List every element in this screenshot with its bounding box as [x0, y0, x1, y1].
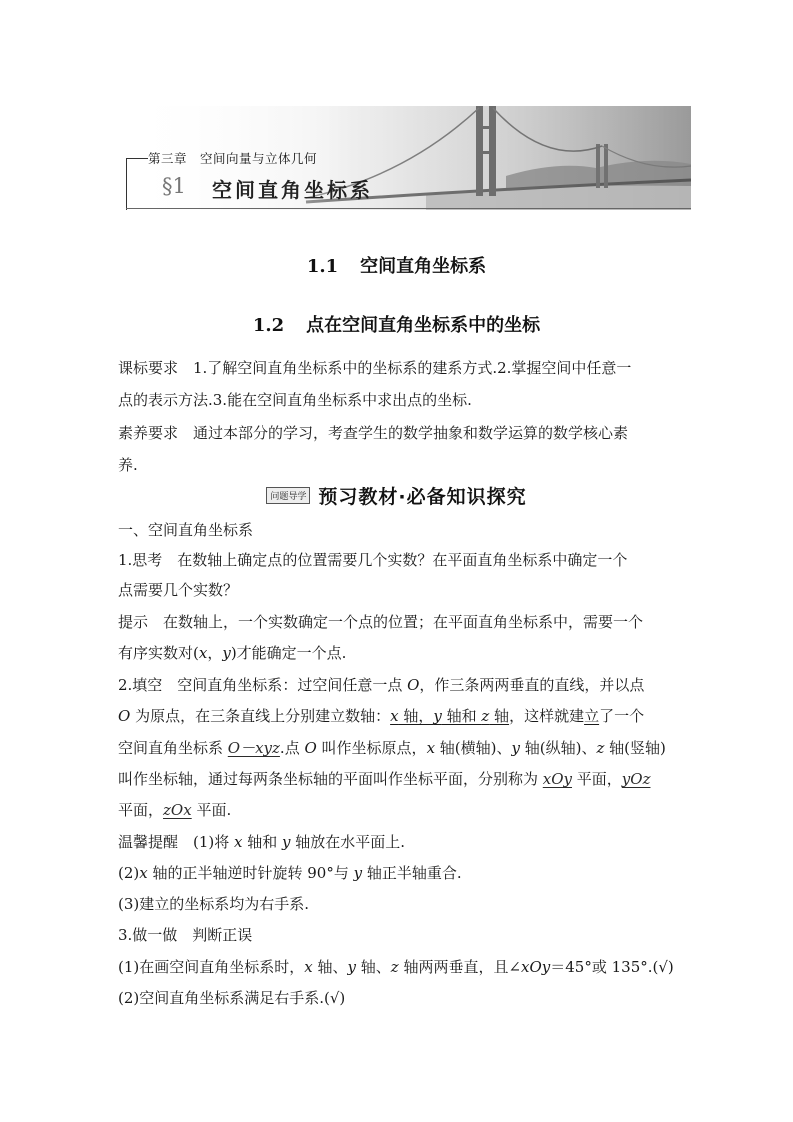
- practice-title: 3.做一做 判断正误: [118, 926, 253, 944]
- think-question: 1.思考 在数轴上确定点的位置需要几个实数？在平面直角坐标系中确定一个: [118, 551, 628, 569]
- chapter-banner: [126, 106, 691, 210]
- chapter-label: 第三章 空间向量与立体几何: [148, 151, 318, 166]
- fill-blank-line: O 为原点，在三条直线上分别建立数轴：x 轴，y 轴和 z 轴，这样就建立了一个: [118, 707, 645, 725]
- tip-line: 温馨提醒 (1)将 x 轴和 y 轴放在水平面上.: [118, 833, 406, 851]
- banner-frame-line: [126, 158, 148, 159]
- answer-blank: xOy: [542, 770, 573, 788]
- requirement-line: 点的表示方法.3.能在空间直角坐标系中求出点的坐标.: [118, 391, 472, 409]
- fill-blank-line: 空间直角坐标系 O－xyz.点 O 叫作坐标原点，x 轴(横轴)、y 轴(纵轴)、z 轴(竖轴): [118, 739, 666, 757]
- fill-blank-line: 2.填空 空间直角坐标系：过空间任意一点 O，作三条两两垂直的直线，并以点: [118, 676, 645, 694]
- fill-blank-line: 平面，zOx 平面.: [118, 801, 232, 819]
- heading-text: 点在空间直角坐标系中的坐标: [306, 315, 541, 336]
- banner-frame-line: [126, 208, 691, 209]
- tip-line: (3)建立的坐标系均为右手系.: [118, 895, 310, 913]
- answer-blank: O－xyz: [227, 739, 280, 757]
- guide-header: [0, 482, 793, 509]
- practice-item: (1)在画空间直角坐标系时，x 轴、y 轴、z 轴两两垂直，且∠xOy＝45°或 135°.(√): [118, 958, 674, 976]
- heading-number: 1.1: [306, 256, 339, 277]
- requirement-line: 养.: [118, 456, 138, 474]
- requirement-line: 课标要求 1.了解空间直角坐标系中的坐标系的建系方式.2.掌握空间中任意一: [118, 359, 632, 377]
- answer-blank: x 轴，y 轴和 z 轴: [390, 707, 510, 725]
- tip-line: (2)x 轴的正半轴逆时针旋转 90°与 y 轴正半轴重合.: [118, 864, 462, 882]
- answer-blank: yOz: [621, 770, 651, 788]
- banner-frame-line: [126, 158, 127, 210]
- lesson-heading-1: [0, 252, 793, 278]
- section-heading: 一、空间直角坐标系: [118, 521, 254, 539]
- section-title: 空间直角坐标系: [212, 178, 373, 202]
- heading-text: 空间直角坐标系: [360, 256, 487, 277]
- practice-item: (2)空间直角坐标系满足右手系.(√): [118, 989, 346, 1007]
- guide-badge: 问题导学: [266, 487, 310, 504]
- fill-blank-line: 叫作坐标轴，通过每两条坐标轴的平面叫作坐标平面，分别称为 xOy 平面，yOz: [118, 770, 651, 788]
- requirement-line: 素养要求 通过本部分的学习，考查学生的数学抽象和数学运算的数学核心素: [118, 424, 629, 442]
- hint-text: 有序实数对(x，y)才能确定一个点.: [118, 644, 347, 662]
- guide-title: 预习教材·必备知识探究: [318, 486, 527, 508]
- answer-blank: zOx: [163, 801, 192, 819]
- heading-number: 1.2: [252, 315, 285, 336]
- think-question: 点需要几个实数？: [118, 581, 239, 599]
- lesson-heading-2: [0, 311, 793, 337]
- hint-text: 提示 在数轴上，一个实数确定一个点的位置；在平面直角坐标系中，需要一个: [118, 613, 644, 631]
- section-mark: §1: [162, 174, 186, 198]
